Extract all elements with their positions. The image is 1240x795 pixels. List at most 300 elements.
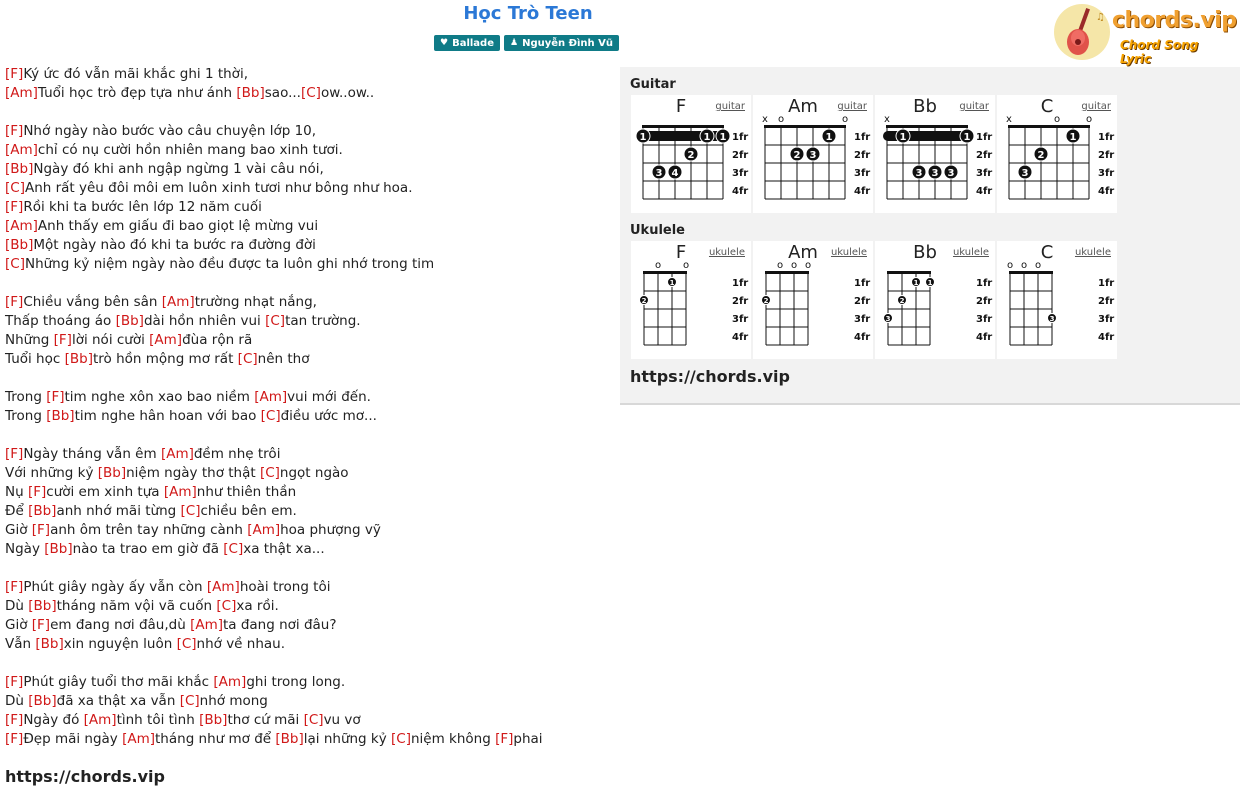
- fret-label: 3fr: [854, 168, 871, 179]
- chord-token[interactable]: [F]: [53, 332, 72, 348]
- lyric-line: [5, 141, 615, 160]
- lyric-text: chỉ có nụ cười hồn nhiên mang bao xinh tươi.: [37, 142, 343, 158]
- ukulele-chord-f[interactable]: [631, 241, 751, 359]
- lyric-line: [5, 483, 615, 502]
- fret-label: 3fr: [732, 168, 749, 179]
- chord-token[interactable]: [Am]: [247, 522, 281, 538]
- finger-number: 3: [1021, 168, 1029, 179]
- ukulele-chord-c[interactable]: [997, 241, 1117, 359]
- genre-tag[interactable]: [434, 35, 500, 51]
- finger-number: 2: [793, 150, 801, 161]
- muted-string-mark: x: [884, 114, 890, 125]
- open-string-mark: o: [790, 260, 798, 271]
- chord-token[interactable]: [F]: [495, 731, 514, 747]
- guitar-link[interactable]: guitar: [715, 101, 745, 112]
- lyric-line: [5, 407, 615, 426]
- lyric-text: thơ cứ mãi: [227, 712, 304, 728]
- chord-token[interactable]: [C]: [176, 636, 197, 652]
- lyric-text: Rồi khi ta bước lên lớp 12 năm cuối: [23, 199, 262, 215]
- fret-label: 2fr: [854, 296, 871, 307]
- chord-token[interactable]: [Am]: [122, 731, 156, 747]
- chord-token[interactable]: [C]: [5, 256, 25, 272]
- lyric-text: nào ta trao em giờ đã: [72, 541, 224, 557]
- lyric-text: Dù: [5, 598, 29, 614]
- finger-number: 3: [809, 150, 817, 161]
- lyric-text: Những: [5, 332, 54, 348]
- lyric-text: ngọt ngào: [279, 465, 349, 481]
- lyric-text: tình tôi tình: [116, 712, 200, 728]
- finger-dot: [960, 129, 974, 143]
- guitar-section-label: Guitar: [630, 77, 676, 92]
- open-string-mark: o: [777, 114, 785, 125]
- finger-dot: [944, 165, 958, 179]
- lyric-text: như thiên thần: [196, 484, 297, 500]
- finger-number: 3: [915, 168, 923, 179]
- lyric-text: chiều bên em.: [200, 503, 297, 519]
- open-string-mark: o: [682, 260, 690, 271]
- chord-token[interactable]: [C]: [180, 503, 201, 519]
- guitar-chord-c[interactable]: [997, 95, 1117, 213]
- lyric-text: điều ước mơ...: [280, 408, 377, 424]
- chord-token[interactable]: [Am]: [5, 142, 38, 158]
- finger-number: 1: [927, 279, 933, 287]
- chord-token[interactable]: [F]: [5, 123, 24, 139]
- lyric-text: Nhớ ngày nào bước vào câu chuyện lớp 10,: [23, 123, 317, 139]
- lyric-text: Tuổi học: [5, 351, 65, 367]
- lyric-line: [5, 521, 615, 540]
- chord-token[interactable]: [Bb]: [35, 636, 64, 652]
- finger-number: 2: [763, 297, 769, 305]
- lyric-text: Những kỷ niệm ngày nào đều được ta luôn ghi nhớ trong tim: [24, 256, 435, 272]
- lyric-text: Anh rất yêu đôi môi em luôn xinh tươi như bông như hoa.: [24, 180, 413, 196]
- lyric-text: xin nguyện luôn: [63, 636, 177, 652]
- chord-token[interactable]: [F]: [27, 484, 47, 500]
- chord-token[interactable]: [Bb]: [5, 237, 34, 253]
- lyric-text: Thấp thoáng áo: [5, 313, 116, 329]
- lyric-line: [5, 692, 615, 711]
- chord-token[interactable]: [Am]: [5, 85, 38, 101]
- chord-token[interactable]: [Bb]: [28, 693, 57, 709]
- ukulele-chord-am[interactable]: [753, 241, 873, 359]
- lyric-line: [5, 122, 615, 141]
- lyric-text: hoài trong tôi: [239, 579, 331, 595]
- site-logo[interactable]: [1052, 2, 1237, 66]
- lyric-line: [5, 597, 615, 616]
- lyric-line: [5, 198, 615, 217]
- chord-token[interactable]: [C]: [391, 731, 411, 747]
- finger-dot: [762, 296, 771, 306]
- fret-label: 2fr: [1098, 296, 1115, 307]
- ukulele-section-label: Ukulele: [630, 223, 686, 238]
- panel-url[interactable]: https://chords.vip: [630, 367, 790, 386]
- chord-token[interactable]: [Am]: [161, 294, 195, 310]
- chord-name: C: [1040, 96, 1054, 117]
- finger-number: 4: [671, 168, 679, 179]
- fret-label: 3fr: [854, 314, 871, 325]
- chord-token[interactable]: [Bb]: [28, 598, 57, 614]
- lyric-line: [5, 331, 615, 350]
- chord-token[interactable]: [Bb]: [5, 161, 34, 177]
- chord-token[interactable]: [C]: [179, 693, 200, 709]
- lyric-spacer: [5, 426, 615, 445]
- finger-dot: [640, 296, 649, 306]
- lyric-text: nhớ về nhau.: [196, 636, 286, 652]
- lyric-line: [5, 502, 615, 521]
- chord-token[interactable]: [Bb]: [44, 541, 73, 557]
- finger-dot: [1048, 314, 1057, 324]
- fret-label: 1fr: [976, 132, 993, 143]
- open-string-mark: o: [1034, 260, 1042, 271]
- lyric-line: [5, 711, 615, 730]
- lyric-text: Ngày: [5, 541, 45, 557]
- chord-token[interactable]: [Am]: [213, 674, 247, 690]
- chord-name: Bb: [913, 242, 937, 263]
- lyrics-body: [5, 65, 615, 749]
- lyric-text: đềm nhẹ trôi: [193, 446, 281, 462]
- finger-dot: [1018, 165, 1032, 179]
- song-title: Học Trò Teen: [463, 3, 593, 24]
- fret-label: 2fr: [854, 150, 871, 161]
- chord-token[interactable]: [Am]: [163, 484, 197, 500]
- lyric-text: anh nhớ mãi từng: [56, 503, 181, 519]
- finger-dot: [884, 314, 893, 324]
- fret-label: 4fr: [976, 332, 993, 343]
- guitar-link[interactable]: guitar: [1081, 101, 1111, 112]
- lyric-line: [5, 388, 615, 407]
- lyric-text: xa rồi.: [236, 598, 279, 614]
- artist-label: Nguyễn Đình Vũ: [522, 37, 614, 49]
- fret-label: 3fr: [732, 314, 749, 325]
- fret-label: 2fr: [976, 296, 993, 307]
- chord-name: Bb: [913, 96, 937, 117]
- lyric-line: [5, 217, 615, 236]
- fret-label: 1fr: [1098, 132, 1115, 143]
- finger-dot: [636, 129, 650, 143]
- fret-label: 1fr: [732, 132, 749, 143]
- lyric-text: Phút giây tuổi thơ mãi khắc: [23, 674, 214, 690]
- chord-token[interactable]: [Am]: [206, 579, 240, 595]
- lyric-text: Trong: [5, 408, 47, 424]
- lyric-line: [5, 84, 615, 103]
- finger-dot: [926, 278, 935, 288]
- lyric-spacer: [5, 103, 615, 122]
- chord-name: Am: [788, 242, 818, 263]
- chord-token[interactable]: [Bb]: [64, 351, 93, 367]
- finger-number: 1: [913, 279, 919, 287]
- fret-label: 1fr: [854, 132, 871, 143]
- guitar-logo-icon: [1052, 2, 1112, 62]
- chord-token[interactable]: [F]: [5, 294, 24, 310]
- lyric-spacer: [5, 369, 615, 388]
- open-string-mark: o: [841, 114, 849, 125]
- lyric-text: vu vơ: [323, 712, 361, 728]
- fret-label: 3fr: [976, 168, 993, 179]
- footer-url[interactable]: https://chords.vip: [5, 767, 165, 786]
- lyric-spacer: [5, 274, 615, 293]
- lyric-text: tim nghe hân hoan với bao: [74, 408, 261, 424]
- finger-number: 3: [885, 315, 891, 323]
- logo-brand: chords.vip: [1112, 8, 1237, 33]
- lyric-line: [5, 236, 615, 255]
- lyric-line: [5, 635, 615, 654]
- lyric-line: [5, 578, 615, 597]
- lyric-text: niệm không: [410, 731, 496, 747]
- chord-token[interactable]: [F]: [5, 199, 24, 215]
- ukulele-link[interactable]: ukulele: [830, 247, 867, 258]
- lyric-line: [5, 350, 615, 369]
- ukulele-chord-bb[interactable]: [875, 241, 995, 359]
- fret-label: 4fr: [854, 332, 871, 343]
- chord-token[interactable]: [F]: [5, 66, 24, 82]
- lyric-spacer: [5, 559, 615, 578]
- lyric-text: Ngày đó: [23, 712, 84, 728]
- chord-token[interactable]: [Bb]: [97, 465, 127, 481]
- chord-token[interactable]: [C]: [216, 598, 237, 614]
- lyric-text: Phút giây ngày ấy vẫn còn: [23, 579, 207, 595]
- lyric-text: xa thật xa...: [243, 541, 325, 557]
- fret-label: 4fr: [1098, 186, 1115, 197]
- lyric-text: Giờ: [5, 522, 32, 538]
- chord-token[interactable]: [C]: [300, 85, 321, 101]
- artist-tag[interactable]: [504, 35, 619, 51]
- lyric-text: Trong: [5, 389, 47, 405]
- finger-number: 2: [687, 150, 695, 161]
- lyric-line: [5, 293, 615, 312]
- lyric-text: ta đang nơi đâu?: [222, 617, 337, 633]
- fret-label: 3fr: [1098, 168, 1115, 179]
- chord-token[interactable]: [F]: [31, 617, 51, 633]
- lyric-line: [5, 445, 615, 464]
- finger-dot: [822, 129, 836, 143]
- lyric-text: tháng như mơ để: [155, 731, 276, 747]
- lyric-line: [5, 673, 615, 692]
- chord-token[interactable]: [Bb]: [275, 731, 304, 747]
- finger-number: 1: [669, 279, 675, 287]
- genre-label: Ballade: [452, 37, 494, 49]
- lyric-text: Để: [5, 503, 29, 519]
- chord-token[interactable]: [Bb]: [199, 712, 228, 728]
- lyric-line: [5, 730, 615, 749]
- finger-number: 1: [639, 132, 647, 143]
- lyric-line: [5, 160, 615, 179]
- finger-dot: [896, 129, 910, 143]
- chord-token[interactable]: [Am]: [160, 446, 194, 462]
- fret-label: 4fr: [732, 332, 749, 343]
- lyric-text: Dù: [5, 693, 29, 709]
- fret-label: 4fr: [976, 186, 993, 197]
- chord-token[interactable]: [Am]: [5, 218, 38, 234]
- lyric-spacer: [5, 654, 615, 673]
- finger-dot: [912, 165, 926, 179]
- lyric-line: [5, 65, 615, 84]
- fret-label: 2fr: [976, 150, 993, 161]
- finger-number: 3: [655, 168, 663, 179]
- fret-label: 2fr: [732, 296, 749, 307]
- lyric-line: [5, 616, 615, 635]
- chord-name: C: [1040, 242, 1054, 263]
- finger-number: 1: [963, 132, 971, 143]
- open-string-mark: o: [776, 260, 784, 271]
- finger-number: 3: [1049, 315, 1055, 323]
- guitar-link[interactable]: guitar: [959, 101, 989, 112]
- finger-dot: [668, 165, 682, 179]
- lyric-text: lời nói cười: [71, 332, 150, 348]
- lyric-text: Nụ: [5, 484, 28, 500]
- open-string-mark: o: [1053, 114, 1061, 125]
- finger-number: 3: [947, 168, 955, 179]
- open-string-mark: o: [804, 260, 812, 271]
- lyric-line: [5, 540, 615, 559]
- lyric-text: tan trường.: [285, 313, 361, 329]
- finger-dot: [1034, 147, 1048, 161]
- chord-token[interactable]: [Bb]: [115, 313, 144, 329]
- lyric-text: Ngày tháng vẫn êm: [23, 446, 161, 462]
- lyric-text: Vẫn: [5, 636, 36, 652]
- lyric-text: Ký ức đó vẫn mãi khắc ghi 1 thời,: [23, 66, 248, 82]
- finger-number: 1: [1069, 132, 1077, 143]
- fret-label: 2fr: [732, 150, 749, 161]
- chord-token[interactable]: [Am]: [83, 712, 117, 728]
- lyric-text: đùa rộn rã: [182, 332, 253, 348]
- lyric-line: [5, 312, 615, 331]
- chord-token[interactable]: [C]: [237, 351, 258, 367]
- chord-token[interactable]: [F]: [46, 389, 65, 405]
- guitar-chord-am[interactable]: [753, 95, 873, 213]
- lyric-text: nhớ mong: [199, 693, 268, 709]
- chord-token[interactable]: [Bb]: [236, 85, 265, 101]
- chord-panel: [620, 67, 1240, 405]
- chord-token[interactable]: [F]: [5, 731, 24, 747]
- lyric-text: tháng năm vội vã cuốn: [56, 598, 217, 614]
- finger-dot: [898, 296, 907, 306]
- chord-token[interactable]: [C]: [265, 313, 286, 329]
- chord-token[interactable]: [F]: [5, 674, 24, 690]
- chord-name: F: [675, 242, 687, 263]
- chord-token[interactable]: [Bb]: [28, 503, 57, 519]
- guitar-link[interactable]: guitar: [837, 101, 867, 112]
- lyric-text: anh ôm trên tay những cành: [50, 522, 248, 538]
- lyric-text: dài hồn nhiên vui: [143, 313, 266, 329]
- fret-label: 3fr: [976, 314, 993, 325]
- finger-dot: [668, 278, 677, 288]
- lyric-text: đã xa thật xa vẫn: [56, 693, 180, 709]
- open-string-mark: o: [654, 260, 662, 271]
- chord-token[interactable]: [Bb]: [46, 408, 75, 424]
- lyric-text: sao...: [264, 85, 301, 101]
- lyric-line: [5, 255, 615, 274]
- fret-label: 2fr: [1098, 150, 1115, 161]
- open-string-mark: o: [1006, 260, 1014, 271]
- chord-token[interactable]: [C]: [303, 712, 324, 728]
- lyric-text: lại những kỷ: [303, 731, 392, 747]
- chord-token[interactable]: [C]: [260, 408, 281, 424]
- finger-number: 1: [899, 132, 907, 143]
- chord-token[interactable]: [C]: [223, 541, 244, 557]
- chord-token[interactable]: [F]: [5, 579, 24, 595]
- lyric-text: nên thơ: [257, 351, 310, 367]
- finger-dot: [1066, 129, 1080, 143]
- fret-label: 1fr: [732, 278, 749, 289]
- lyric-text: Tuổi học trò đẹp tựa như ánh: [37, 85, 237, 101]
- lyric-text: ow..ow..: [320, 85, 375, 101]
- lyric-line: [5, 464, 615, 483]
- finger-number: 3: [931, 168, 939, 179]
- finger-number: 2: [641, 297, 647, 305]
- svg-text:♫: ♫: [1096, 12, 1105, 23]
- lyric-text: Ngày đó khi anh ngập ngừng 1 vài câu nói,: [33, 161, 324, 177]
- finger-dot: [912, 278, 921, 288]
- chord-token[interactable]: [Am]: [190, 617, 223, 633]
- chord-token[interactable]: [Am]: [149, 332, 183, 348]
- fret-label: 1fr: [854, 278, 871, 289]
- finger-number: 1: [825, 132, 833, 143]
- lyric-text: Với những kỷ: [5, 465, 98, 481]
- finger-dot: [652, 165, 666, 179]
- lyric-text: phai: [513, 731, 543, 747]
- heartbeat-icon: ♥: [440, 38, 449, 48]
- user-icon: ♟: [510, 38, 519, 48]
- chord-token[interactable]: [F]: [5, 712, 24, 728]
- lyric-text: em đang nơi đâu,dù: [50, 617, 191, 633]
- lyric-text: hoa phượng vỹ: [280, 522, 381, 538]
- fret-label: 4fr: [1098, 332, 1115, 343]
- fret-label: 4fr: [732, 186, 749, 197]
- lyric-text: vui mới đến.: [287, 389, 371, 405]
- logo-tagline: Chord Song Lyric: [1120, 38, 1199, 66]
- finger-dot: [928, 165, 942, 179]
- lyric-line: [5, 179, 615, 198]
- finger-dot: [806, 147, 820, 161]
- lyric-text: ghi trong long.: [246, 674, 346, 690]
- guitar-chord-bb[interactable]: [875, 95, 995, 213]
- lyric-text: niệm ngày thơ thật: [126, 465, 260, 481]
- fret-label: 1fr: [976, 278, 993, 289]
- chord-token[interactable]: [C]: [259, 465, 280, 481]
- finger-number: 1: [719, 132, 727, 143]
- ukulele-link[interactable]: ukulele: [952, 247, 989, 258]
- lyric-text: trường nhạt nắng,: [194, 294, 317, 310]
- fret-label: 3fr: [1098, 314, 1115, 325]
- song-tags: [434, 35, 619, 51]
- finger-number: 1: [703, 132, 711, 143]
- muted-string-mark: x: [1006, 114, 1012, 125]
- lyric-text: Đẹp mãi ngày: [23, 731, 123, 747]
- finger-dot: [684, 147, 698, 161]
- guitar-chord-f[interactable]: [631, 95, 751, 213]
- chord-name: Am: [788, 96, 818, 117]
- chord-token[interactable]: [C]: [5, 180, 25, 196]
- ukulele-link[interactable]: ukulele: [1074, 247, 1111, 258]
- lyric-text: tim nghe xôn xao bao niềm: [64, 389, 255, 405]
- finger-dot: [716, 129, 730, 143]
- chord-token[interactable]: [F]: [5, 446, 24, 462]
- lyric-text: Anh thấy em giấu đi bao giọt lệ mừng vui: [37, 218, 319, 234]
- finger-number: 2: [899, 297, 905, 305]
- muted-string-mark: x: [762, 114, 768, 125]
- lyric-text: Chiều vắng bên sân: [23, 294, 162, 310]
- chord-name: F: [675, 96, 687, 117]
- finger-dot: [790, 147, 804, 161]
- lyric-text: Giờ: [5, 617, 32, 633]
- lyric-text: trò hồn mộng mơ rất: [92, 351, 238, 367]
- chord-token[interactable]: [Am]: [254, 389, 288, 405]
- lyric-text: cười em xinh tựa: [46, 484, 164, 500]
- lyric-text: Một ngày nào đó khi ta bước ra đường đời: [33, 237, 316, 253]
- fret-label: 4fr: [854, 186, 871, 197]
- ukulele-link[interactable]: ukulele: [708, 247, 745, 258]
- finger-number: 2: [1037, 150, 1045, 161]
- chord-token[interactable]: [F]: [31, 522, 51, 538]
